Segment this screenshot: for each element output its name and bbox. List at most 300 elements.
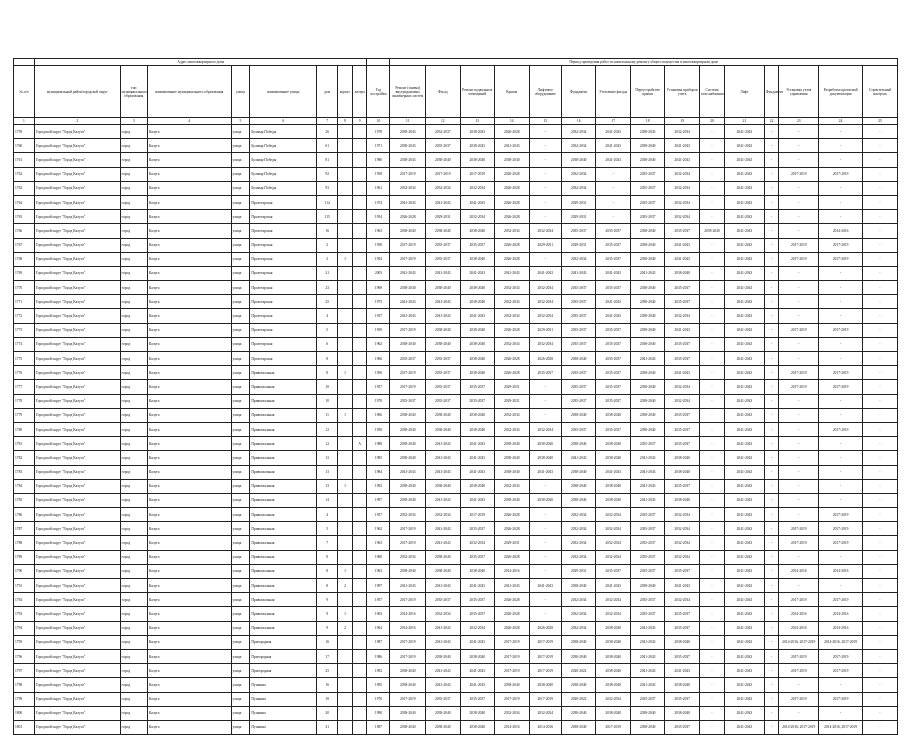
table-cell: улица — [231, 408, 250, 422]
table-cell — [338, 139, 353, 153]
table-cell: 11 — [317, 408, 338, 422]
table-cell: 2038-2040 — [426, 281, 461, 295]
table-cell: Городской округ "Город Калуга" — [34, 564, 120, 578]
table-cell — [352, 720, 367, 734]
table-cell: 2035-2037 — [426, 366, 461, 380]
table-cell: - — [819, 678, 863, 692]
column-number: 7 — [317, 118, 338, 125]
table-cell: улица — [231, 181, 250, 195]
table-cell: 2035-2037 — [665, 281, 700, 295]
table-cell: 2041-2043 — [665, 238, 700, 252]
table-cell: 2035-2037 — [630, 564, 665, 578]
table-cell: 2 — [317, 238, 338, 252]
column-headers — [14, 66, 898, 118]
table-cell: Городской округ "Город Калуга" — [34, 380, 120, 394]
table-cell: - — [699, 125, 724, 139]
table-cell: город — [120, 493, 147, 507]
table-cell — [338, 295, 353, 309]
table-cell: 2038-2040 — [665, 451, 700, 465]
table-cell: Городской округ "Город Калуга" — [34, 309, 120, 323]
table-cell: 2035-2037 — [596, 422, 631, 436]
table-cell: 2017-2019 — [495, 664, 530, 678]
table-cell: Городской округ "Город Калуга" — [34, 437, 120, 451]
table-row — [14, 493, 898, 507]
period-group-header: Период проведения работ по капитальному ремонту общего имущества в многоквартирном доме — [390, 59, 898, 66]
table-cell: - — [699, 607, 724, 621]
table-cell: 8 — [317, 550, 338, 564]
table-cell: 14 — [317, 493, 338, 507]
table-cell: улица — [231, 337, 250, 351]
table-cell: 2032-2034 — [460, 621, 495, 635]
table-cell: 2041-2043 — [725, 408, 765, 422]
table-cell: - — [779, 493, 819, 507]
table-cell: 2041-2043 — [725, 451, 765, 465]
table-cell: - — [699, 465, 724, 479]
table-cell: город — [120, 635, 147, 649]
table-cell: 1958 — [367, 238, 390, 252]
table-cell: 2038-2040 — [665, 266, 700, 280]
table-cell: - — [779, 408, 819, 422]
table-cell: - — [863, 451, 898, 465]
table-cell: - — [699, 508, 724, 522]
column-number: 22 — [764, 118, 779, 125]
table-cell — [338, 238, 353, 252]
table-cell: Пушкина — [250, 720, 317, 734]
table-cell: 21 — [317, 266, 338, 280]
table-cell: 92 — [317, 167, 338, 181]
table-cell: Пролетарская — [250, 309, 317, 323]
table-cell: 2041-2043 — [725, 593, 765, 607]
table-cell — [352, 167, 367, 181]
table-cell: Пушкина — [250, 706, 317, 720]
table-cell: 5 — [317, 522, 338, 536]
table-cell: 2020-2022 — [561, 664, 596, 678]
table-cell: 2038-2040 — [630, 153, 665, 167]
table-cell: Привокзальная — [250, 408, 317, 422]
table-cell — [352, 125, 367, 139]
table-cell: - — [863, 181, 898, 195]
table-cell: - — [529, 139, 561, 153]
table-cell: 2035-2037 — [460, 692, 495, 706]
table-cell: - — [863, 210, 898, 224]
table-cell: Калуга — [147, 323, 231, 337]
table-row — [14, 536, 898, 550]
table-cell: Калуга — [147, 422, 231, 436]
table-cell: 2026-2028 — [529, 621, 561, 635]
table-cell: 2014-2016 — [819, 607, 863, 621]
table-cell: - — [529, 408, 561, 422]
table-cell: 2017-2019 — [779, 522, 819, 536]
table-cell: город — [120, 210, 147, 224]
table-cell: - — [529, 167, 561, 181]
table-cell: 2035-2037 — [460, 522, 495, 536]
table-cell: Бульвар Победы — [250, 181, 317, 195]
table-cell: 2032-2034 — [495, 337, 530, 351]
table-cell: 2038-2040 — [630, 224, 665, 238]
table-cell — [352, 323, 367, 337]
table-cell: 2041-2043 — [390, 309, 426, 323]
table-cell: улица — [231, 621, 250, 635]
table-cell: Калуга — [147, 224, 231, 238]
table-cell: 2041-2043 — [725, 309, 765, 323]
column-header: Фасад — [426, 66, 461, 118]
table-cell — [338, 337, 353, 351]
table-cell: Калуга — [147, 394, 231, 408]
table-row — [14, 224, 898, 238]
table-cell: 2041-2043 — [596, 153, 631, 167]
table-cell: Пригородная — [250, 649, 317, 663]
table-cell: Городской округ "Город Калуга" — [34, 621, 120, 635]
table-row — [14, 366, 898, 380]
table-cell: 2032-2034 — [596, 607, 631, 621]
table-cell: 2038-2040 — [665, 493, 700, 507]
table-cell: 2038-2040 — [630, 422, 665, 436]
table-cell: Городской округ "Город Калуга" — [34, 579, 120, 593]
table-cell: - — [529, 593, 561, 607]
table-cell: Городской округ "Город Калуга" — [34, 451, 120, 465]
table-cell: 1971 — [367, 139, 390, 153]
table-cell: город — [120, 465, 147, 479]
table-cell: 2014-2016, 2017-2019 — [819, 635, 863, 649]
table-cell: 1781 — [14, 437, 35, 451]
table-cell: - — [699, 479, 724, 493]
table-cell: - — [863, 238, 898, 252]
table-cell: Привокзальная — [250, 508, 317, 522]
table-cell: 13 — [317, 451, 338, 465]
table-cell: 2038-2040 — [596, 649, 631, 663]
table-cell: - — [863, 621, 898, 635]
table-cell: - — [764, 125, 779, 139]
table-cell: 2026-2028 — [495, 252, 530, 266]
table-cell: 2035-2037 — [630, 210, 665, 224]
table-cell: - — [764, 309, 779, 323]
table-cell: Привокзальная — [250, 493, 317, 507]
table-cell: 2032-2034 — [561, 536, 596, 550]
table-cell: 2032-2034 — [561, 508, 596, 522]
table-cell: - — [819, 210, 863, 224]
table-cell: 4 — [317, 309, 338, 323]
table-cell: - — [819, 706, 863, 720]
table-cell: Городской округ "Город Калуга" — [34, 295, 120, 309]
table-cell: 2041-2043 — [426, 266, 461, 280]
table-cell: 2035-2037 — [561, 394, 596, 408]
table-cell: 2026-2028 — [390, 210, 426, 224]
table-cell: 2 — [338, 621, 353, 635]
table-cell: Калуга — [147, 564, 231, 578]
table-cell: 2041-2043 — [529, 579, 561, 593]
table-cell: Пролетарская — [250, 224, 317, 238]
table-cell: город — [120, 167, 147, 181]
table-cell: улица — [231, 366, 250, 380]
table-cell: 2032-2034 — [596, 536, 631, 550]
table-row — [14, 337, 898, 351]
table-cell: 2038-2040 — [596, 408, 631, 422]
table-cell: Привокзальная — [250, 366, 317, 380]
table-cell: 115 — [317, 210, 338, 224]
table-cell: 1962 — [367, 337, 390, 351]
table-cell: - — [779, 508, 819, 522]
table-cell: 2032-2034 — [665, 380, 700, 394]
table-cell: 2017-2019 — [819, 422, 863, 436]
table-row — [14, 323, 898, 337]
table-cell: 2032-2034 — [665, 522, 700, 536]
table-cell: 2041-2043 — [460, 579, 495, 593]
table-cell: 13 — [317, 479, 338, 493]
table-cell — [338, 224, 353, 238]
table-cell: 2029-2031 — [495, 380, 530, 394]
table-cell: - — [819, 451, 863, 465]
table-cell: 2041-2043 — [725, 238, 765, 252]
table-cell: 2041-2043 — [665, 153, 700, 167]
table-cell: 2038-2040 — [561, 437, 596, 451]
table-cell: 1760 — [14, 139, 35, 153]
table-cell: - — [764, 664, 779, 678]
column-header: Фундамент — [764, 66, 779, 118]
table-cell: 2038-2043 — [390, 125, 426, 139]
table-cell: 2032-2034 — [390, 550, 426, 564]
table-cell: 2038-2040 — [426, 224, 461, 238]
table-cell — [338, 281, 353, 295]
table-cell: Привокзальная — [250, 522, 317, 536]
table-cell: - — [863, 536, 898, 550]
table-cell: 1954 — [367, 210, 390, 224]
table-cell: 2041-2043 — [460, 465, 495, 479]
table-cell: 2041-2043 — [390, 195, 426, 209]
table-cell: 2035-2037 — [630, 536, 665, 550]
table-cell: улица — [231, 649, 250, 663]
table-cell: - — [699, 522, 724, 536]
table-cell: 2041-2043 — [426, 493, 461, 507]
table-cell: Калуга — [147, 508, 231, 522]
table-cell — [352, 706, 367, 720]
table-cell: 1778 — [14, 394, 35, 408]
table-cell: 2035-2037 — [665, 720, 700, 734]
table-cell: 2041-2043 — [725, 508, 765, 522]
table-cell: улица — [231, 508, 250, 522]
table-cell: 2017-2019 — [390, 167, 426, 181]
table-cell: 2038-2043 — [390, 153, 426, 167]
table-row — [14, 408, 898, 422]
table-cell: 2035-2037 — [596, 224, 631, 238]
table-cell: Калуга — [147, 664, 231, 678]
table-cell: Привокзальная — [250, 593, 317, 607]
table-cell — [338, 380, 353, 394]
table-cell: 2041-2043 — [725, 266, 765, 280]
table-cell — [352, 550, 367, 564]
table-cell: - — [819, 408, 863, 422]
table-cell — [352, 295, 367, 309]
table-cell: 2017-2019 — [390, 522, 426, 536]
column-header: Утепление фасада — [596, 66, 631, 118]
table-cell: 2035-2037 — [561, 366, 596, 380]
table-cell: 2041-2043 — [561, 266, 596, 280]
table-cell: Городской округ "Город Калуга" — [34, 678, 120, 692]
table-cell: - — [699, 195, 724, 209]
table-cell: - — [699, 295, 724, 309]
table-cell: 2026-2028 — [495, 125, 530, 139]
table-cell: Привокзальная — [250, 579, 317, 593]
table-cell: - — [764, 337, 779, 351]
table-cell: Калуга — [147, 238, 231, 252]
table-cell: 2038-2040 — [630, 380, 665, 394]
table-cell: 2014-2016, 2017-2019 — [819, 720, 863, 734]
table-cell: 2032-2034 — [665, 167, 700, 181]
table-cell: - — [863, 195, 898, 209]
table-cell: 2038-2040 — [630, 720, 665, 734]
table-cell: 2017-2019 — [495, 649, 530, 663]
table-cell: Городской округ "Город Калуга" — [34, 352, 120, 366]
table-cell: 2032-2034 — [390, 508, 426, 522]
table-cell: 2026-2028 — [529, 352, 561, 366]
table-cell: Городской округ "Город Калуга" — [34, 337, 120, 351]
table-cell: 2032-2034 — [426, 508, 461, 522]
table-cell: 2032-2034 — [460, 210, 495, 224]
table-cell: 2032-2034 — [495, 309, 530, 323]
table-cell: 2014-2016 — [390, 607, 426, 621]
table-cell: 2035-2037 — [596, 238, 631, 252]
table-cell: 1784 — [14, 479, 35, 493]
table-cell: 2038-2040 — [630, 337, 665, 351]
table-cell: 2041-2043 — [725, 337, 765, 351]
table-cell: - — [863, 167, 898, 181]
table-cell: - — [699, 536, 724, 550]
table-cell — [352, 451, 367, 465]
table-cell: - — [764, 465, 779, 479]
table-cell: 2038-2040 — [561, 352, 596, 366]
table-cell: Привокзальная — [250, 465, 317, 479]
table-cell: 2035-2037 — [596, 337, 631, 351]
table-cell: 2038-2040 — [665, 465, 700, 479]
table-cell: 2041-2043 — [460, 635, 495, 649]
table-cell: 1799 — [14, 692, 35, 706]
table-cell: 2032-2034 — [665, 550, 700, 564]
table-cell: 2038-2040 — [460, 408, 495, 422]
table-cell: улица — [231, 493, 250, 507]
table-cell: Городской округ "Город Калуга" — [34, 607, 120, 621]
table-cell: 2017-2019 — [779, 366, 819, 380]
table-cell: Привокзальная — [250, 479, 317, 493]
table-cell: 2032-2034 — [596, 550, 631, 564]
table-cell: 1775 — [14, 352, 35, 366]
table-cell: улица — [231, 550, 250, 564]
column-header: Лифт — [725, 66, 765, 118]
table-cell: 2017-2019 — [529, 664, 561, 678]
table-cell — [338, 664, 353, 678]
table-cell: 2041-2043 — [390, 266, 426, 280]
table-cell: Калуга — [147, 167, 231, 181]
table-cell: город — [120, 437, 147, 451]
table-cell: город — [120, 224, 147, 238]
table-cell: 2041-2043 — [665, 139, 700, 153]
table-cell: 2029-2031 — [561, 238, 596, 252]
table-cell: 2017-2019 — [390, 380, 426, 394]
table-cell: 2017-2019 — [819, 508, 863, 522]
table-cell: Калуга — [147, 692, 231, 706]
table-cell: Калуга — [147, 479, 231, 493]
table-cell: 2003 — [367, 266, 390, 280]
table-cell: 2038-2040 — [460, 564, 495, 578]
table-cell: 1960 — [367, 550, 390, 564]
table-cell: 1780 — [14, 422, 35, 436]
table-cell: - — [529, 195, 561, 209]
table-cell: - — [779, 210, 819, 224]
table-cell — [352, 607, 367, 621]
table-cell: 16 — [317, 224, 338, 238]
table-cell: 2041-2043 — [725, 394, 765, 408]
table-cell: 2035-2037 — [426, 252, 461, 266]
column-numbers — [14, 118, 898, 125]
table-cell — [352, 536, 367, 550]
table-cell: - — [764, 295, 779, 309]
table-cell: - — [764, 522, 779, 536]
table-cell: 2041-2043 — [725, 706, 765, 720]
table-cell: 2017-2019 — [819, 522, 863, 536]
table-cell: улица — [231, 394, 250, 408]
table-cell: Калуга — [147, 451, 231, 465]
table-cell — [352, 394, 367, 408]
table-cell — [352, 692, 367, 706]
table-cell: 2035-2037 — [665, 352, 700, 366]
table-cell: 7 — [317, 536, 338, 550]
table-cell: 2017-2019 — [460, 167, 495, 181]
table-cell: 2017-2019 — [819, 692, 863, 706]
table-cell: - — [764, 678, 779, 692]
table-cell: - — [863, 408, 898, 422]
table-cell: Пролетарская — [250, 195, 317, 209]
table-cell: 2038-2040 — [630, 295, 665, 309]
table-cell: Пригородная — [250, 635, 317, 649]
column-header: улица — [231, 66, 250, 118]
table-cell: Калуга — [147, 621, 231, 635]
table-cell: 2014-2016 — [819, 621, 863, 635]
table-cell: - — [779, 139, 819, 153]
table-cell: - — [699, 550, 724, 564]
table-cell: 2032-2034 — [529, 422, 561, 436]
table-cell: - — [779, 550, 819, 564]
table-cell: 2032-2034 — [529, 309, 561, 323]
table-cell — [338, 210, 353, 224]
table-cell: - — [596, 167, 631, 181]
table-cell: 2038-2040 — [460, 224, 495, 238]
table-cell: 1782 — [14, 451, 35, 465]
table-cell: 1984 — [367, 465, 390, 479]
table-cell: 2041-2043 — [725, 465, 765, 479]
table-cell: Пролетарская — [250, 352, 317, 366]
table-cell: 2038-2043 — [630, 125, 665, 139]
table-cell: улица — [231, 678, 250, 692]
table-cell: - — [699, 181, 724, 195]
table-cell: 1964 — [367, 621, 390, 635]
table-cell: 2026-2028 — [495, 210, 530, 224]
table-cell: 1789 — [14, 550, 35, 564]
table-cell — [338, 153, 353, 167]
table-cell: 1770 — [14, 281, 35, 295]
table-cell: Пролетарская — [250, 337, 317, 351]
table-cell: 2041-2043 — [460, 664, 495, 678]
table-cell: 2041-2043 — [725, 181, 765, 195]
table-cell: 2041-2043 — [725, 153, 765, 167]
table-cell — [338, 706, 353, 720]
table-cell: Калуга — [147, 465, 231, 479]
table-cell: 2032-2034 — [529, 281, 561, 295]
column-header: корпус — [338, 66, 353, 118]
table-cell: 2017-2019 — [819, 664, 863, 678]
table-cell: 2035-2037 — [561, 380, 596, 394]
table-cell: 1986 — [367, 649, 390, 663]
table-cell: - — [529, 380, 561, 394]
table-row — [14, 522, 898, 536]
table-cell: 4 — [317, 508, 338, 522]
